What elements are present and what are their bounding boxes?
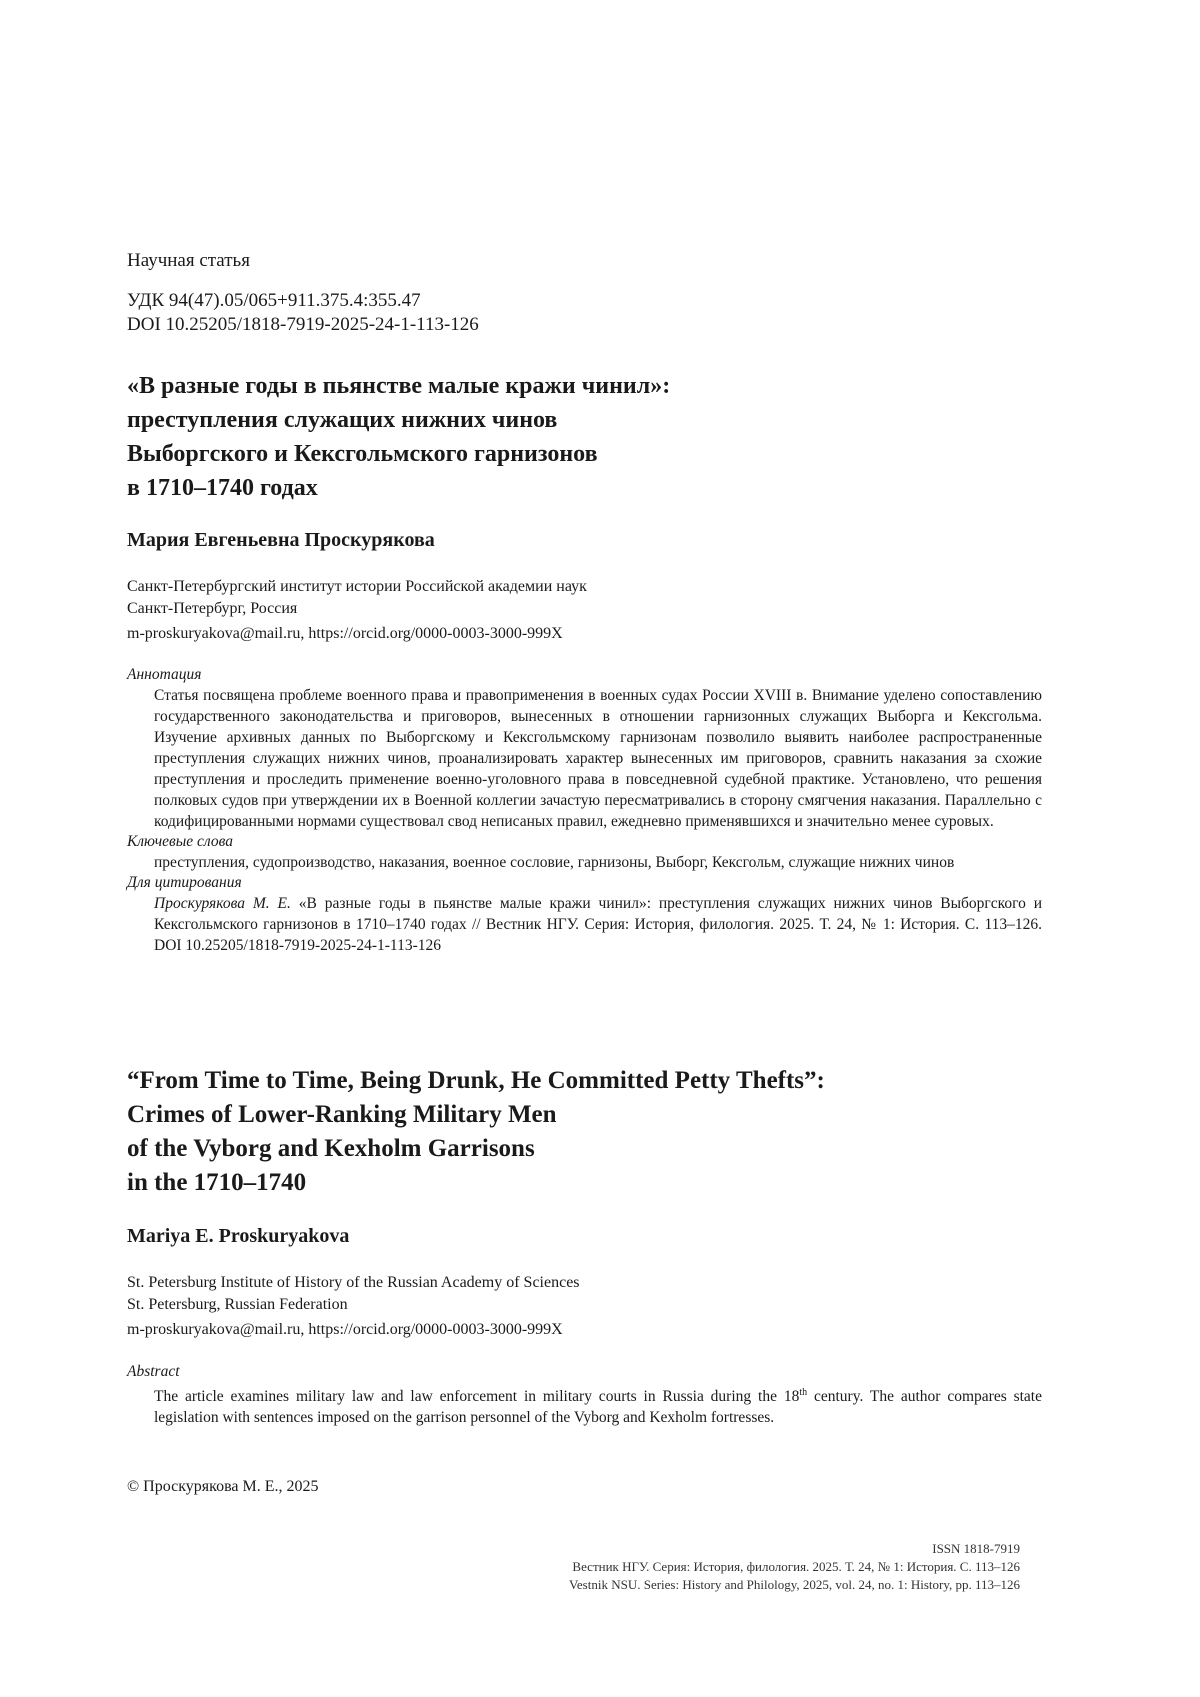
institution-en: St. Petersburg Institute of History of the Russian Academy of Sciences [127,1274,580,1291]
copyright: © Проскурякова М. Е., 2025 [127,1478,319,1495]
title-en-line: in the 1710–1740 [127,1169,307,1196]
title-en-line: of the Vyborg and Kexholm Garrisons [127,1135,535,1162]
journal-footer [569,1540,1020,1594]
affiliation-ru [127,576,587,645]
author-ru: Мария Евгеньевна Проскурякова [127,529,435,551]
journal-ref-ru: Вестник НГУ. Серия: История, филология. 2025. Т. 24, № 1: История. С. 113–126 [572,1559,1020,1574]
annotation-block [127,665,1042,956]
contacts-ru: m-proskuryakova@mail.ru, https://orcid.org/0000-0003-3000-999X [127,625,563,642]
citation-label: Для цитирования [127,874,242,891]
institution-ru: Санкт-Петербургский институт истории Российской академии наук [127,578,587,595]
title-ru-line: «В разные годы в пьянстве малые кражи чинил»: [127,373,671,399]
title-en-line: Crimes of Lower-Ranking Military Men [127,1101,557,1128]
city-en: St. Petersburg, Russian Federation [127,1296,348,1313]
abstract-part2: century. The author compares state legislation with sentences imposed on the garrison personnel of the Vyborg and Kexholm fortresses. [154,1388,1042,1427]
abstract-block [127,1362,1042,1428]
udc-doi-block [127,289,479,337]
contacts-en: m-proskuryakova@mail.ru, https://orcid.org/0000-0003-3000-999X [127,1321,563,1338]
title-en-line: “From Time to Time, Being Drunk, He Committed Petty Thefts”: [127,1067,825,1094]
title-en [127,1064,1027,1200]
keywords-text: преступления, судопроизводство, наказания, военное сословие, гарнизоны, Выборг, Кексгольм, служащие нижних чинов [154,854,955,871]
article-type: Научная статья [127,250,250,271]
abstract-text [154,1382,1042,1428]
journal-ref-en: Vestnik NSU. Series: History and Philology, 2025, vol. 24, no. 1: History, pp. 113–126 [568,1577,1020,1592]
annotation-text: Статья посвящена проблеме военного права и правоприменения в военных судах России XVIII в. Внимание уделено сопоставлению государственного законодательства и приговоров, вынесенных в отношении гарнизонных служащих Выборга и Кексгольма. Изучение архивных данных по Выборгскому и Кексгольмскому гарнизонам позволило выявить наиболее распространенные преступления служащих нижних чинов, проанализировать характер вынесенных им приговоров, сравнить наказания за схожие преступления и проследить применение военно-уголовного права в повседневной судебной практике. Установлено, что решения полковых судов при утверждении их в Военной коллегии зачастую пересматривались в сторону смягчения наказания. Параллельно с кодифицированными нормами существовал свод неписаных правил, ежедневно применявшихся и значительно менее суровых. [154,687,1042,830]
abstract-label: Abstract [127,1363,180,1380]
affiliation-en [127,1272,580,1341]
doi-code: DOI 10.25205/1818-7919-2025-24-1-113-126 [127,314,479,335]
title-ru [127,369,927,505]
city-ru: Санкт-Петербург, Россия [127,600,298,617]
citation-text [154,893,1042,956]
abstract-part1: The article examines military law and law enforcement in military courts in Russia during the 18 [154,1388,800,1406]
title-ru-line: Выборгского и Кексгольмского гарнизонов [127,441,598,467]
author-en: Mariya E. Proskuryakova [127,1225,350,1247]
citation-body: «В разные годы в пьянстве малые кражи чинил»: преступления служащих нижних чинов Выборгского и Кексгольмского гарнизонов в 1710–1740 годах // Вестник НГУ. Серия: История, филология. 2025. Т. 24, № 1: История. С. 113–126. DOI 10.25205/1818-7919-2025-24-1-113-126 [154,895,1042,954]
annotation-label: Аннотация [127,666,202,683]
citation-author: Проскурякова М. Е. [154,895,291,912]
issn: ISSN 1818-7919 [932,1541,1020,1556]
title-ru-line: преступления служащих нижних чинов [127,407,558,433]
keywords-label: Ключевые слова [127,833,233,850]
udc-code: УДК 94(47).05/065+911.375.4:355.47 [127,290,421,311]
title-ru-line: в 1710–1740 годах [127,475,318,501]
abstract-sup: th [799,1387,808,1398]
